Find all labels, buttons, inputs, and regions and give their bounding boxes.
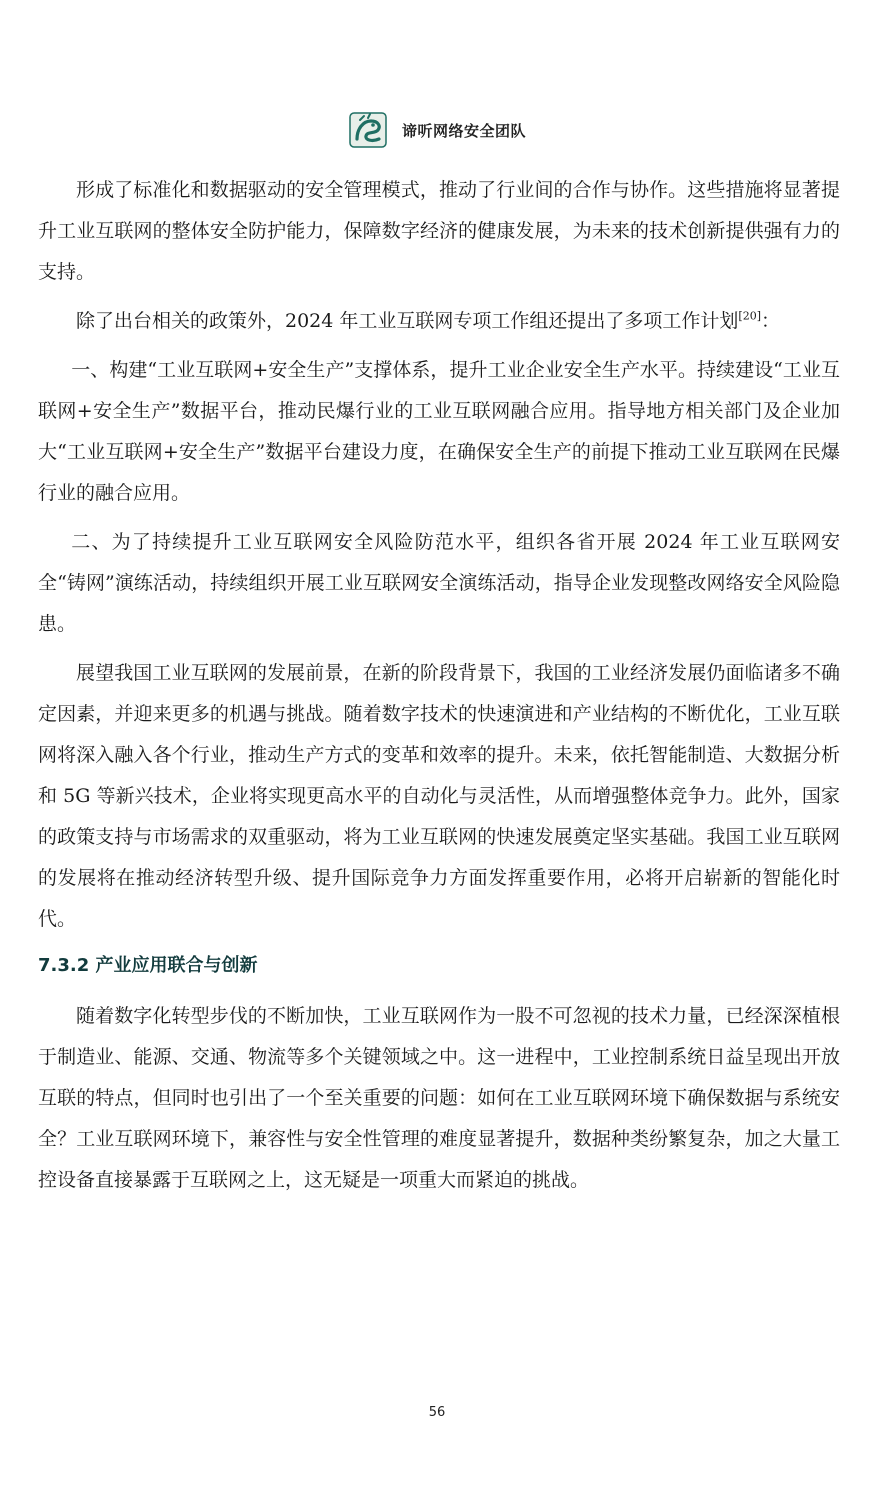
section-heading: 7.3.2 产业应用联合与创新 — [38, 955, 258, 976]
paragraph-suffix: ： — [761, 310, 781, 332]
dragon-seal-logo-icon — [348, 109, 390, 151]
body-paragraph-with-citation — [38, 301, 840, 342]
page-number: 56 — [428, 1405, 446, 1420]
list-item-paragraph: 二、为了持续提升工业互联网安全风险防范水平，组织各省开展 2024 年工业互联网安全“铸网”演练活动，持续组织开展工业互联网安全演练活动，指导企业发现整改网络安全风险隐患。 — [38, 531, 840, 635]
paragraph-text: 除了出台相关的政策外，2024 年工业互联网专项工作组还提出了多项工作计划 — [76, 310, 739, 332]
body-paragraph: 形成了标准化和数据驱动的安全管理模式，推动了行业间的合作与协作。这些措施将显著提升工业互联网的整体安全防护能力，保障数字经济的健康发展，为未来的技术创新提供强有力的支持。 — [38, 179, 840, 283]
body-paragraph: 展望我国工业互联网的发展前景，在新的阶段背景下，我国的工业经济发展仍面临诸多不确定因素，并迎来更多的机遇与挑战。随着数字技术的快速演进和产业结构的不断优化，工业互联网将深入融入各个行业，推动生产方式的变革和效率的提升。未来，依托智能制造、大数据分析和 5G 等新兴技术，企业将实现更高水平的自动化与灵活性，从而增强整体竞争力。此外，国家的政策支持与市场需求的双重驱动，将为工业互联网的快速发展奠定坚实基础。我国工业互联网的发展将在推动经济转型升级、提升国际竞争力方面发挥重要作用，必将开启崭新的智能化时代。 — [38, 662, 840, 930]
page-header — [0, 108, 874, 152]
body-paragraph: 随着数字化转型步伐的不断加快，工业互联网作为一股不可忽视的技术力量，已经深深植根于制造业、能源、交通、物流等多个关键领域之中。这一进程中，工业控制系统日益呈现出开放互联的特点，但同时也引出了一个至关重要的问题：如何在工业互联网环境下确保数据与系统安全？工业互联网环境下，兼容性与安全性管理的难度显著提升，数据种类纷繁复杂，加之大量工控设备直接暴露于互联网之上，这无疑是一项重大而紧迫的挑战。 — [38, 1005, 840, 1191]
citation-reference[interactable]: [20] — [738, 309, 761, 323]
list-item-paragraph: 一、构建“工业互联网+安全生产”支撑体系，提升工业企业安全生产水平。持续建设“工业互联网+安全生产”数据平台，推动民爆行业的工业互联网融合应用。指导地方相关部门及企业加大“工业互联网+安全生产”数据平台建设力度，在确保安全生产的前提下推动工业互联网在民爆行业的融合应用。 — [38, 359, 840, 504]
document-body — [38, 170, 840, 1209]
team-name: 谛听网络安全团队 — [401, 121, 526, 140]
